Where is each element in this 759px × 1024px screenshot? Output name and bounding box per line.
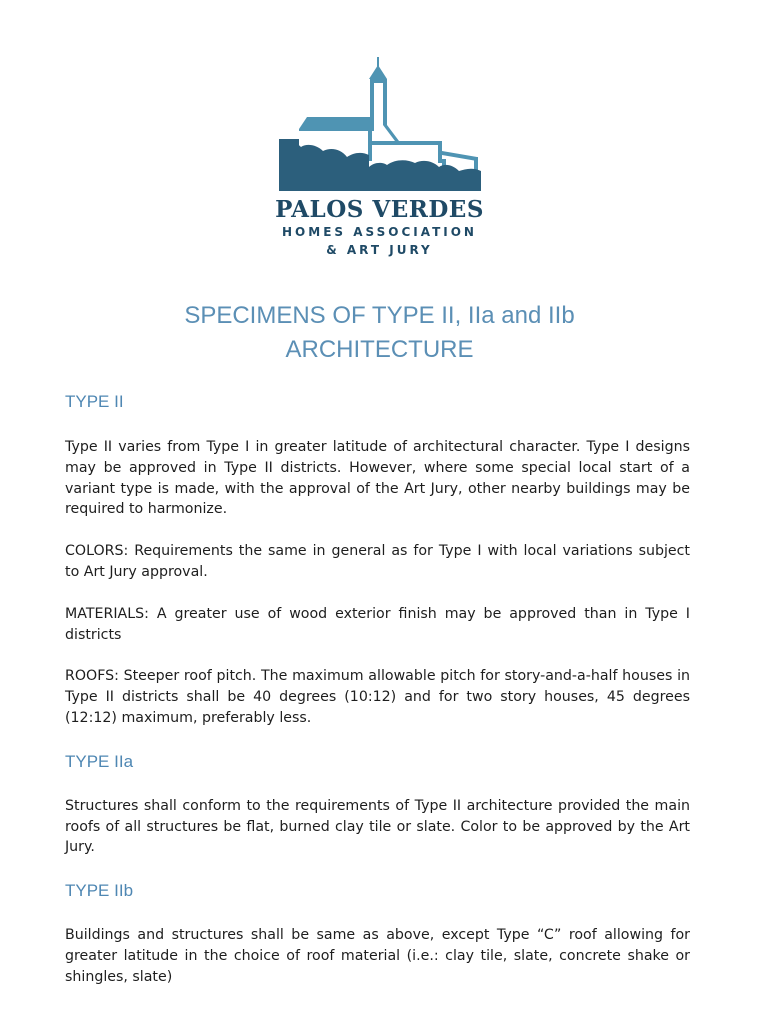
tower-building-logo-icon — [277, 55, 483, 193]
paragraph-materials: MATERIALS: A greater use of wood exterior finish may be approved than in Type I districts — [65, 605, 690, 643]
paragraph-type2b: Buildings and structures shall be same as above, except Type “C” roof allowing for greater latitude in the choice of roof material (i.e.: clay tile, slate, concrete shake or shingles, slate) — [65, 927, 690, 985]
document-body — [65, 390, 690, 988]
logo — [0, 55, 759, 259]
page-title-line1: SPECIMENS OF TYPE II, IIa and IIb — [184, 302, 575, 329]
section-heading-type2: TYPE II — [65, 392, 124, 411]
section-heading-type2b: TYPE IIb — [65, 881, 134, 901]
paragraph-roofs: ROOFS: Steeper roof pitch. The maximum allowable pitch for story-and-a-half houses in Type II districts shall be 40 degrees (10:12) and for two story houses, 45 degrees (12:12) maximum, preferably less. — [65, 668, 690, 726]
logo-name: PALOS VERDES — [275, 196, 484, 223]
section-heading-type2a: TYPE IIa — [65, 751, 134, 771]
paragraph-type2a: Structures shall conform to the requirements of Type II architecture provided the main roofs of all structures be flat, burned clay tile or slate. Color to be approved by the Art Jury. — [65, 797, 690, 856]
paragraph-type2-intro: Type II varies from Type I in greater latitude of architectural character. Type I designs may be approved in Type II districts. However, where some special local start of a variant type is made, with the approval of the Art Jury, other nearby buildings may be required to harmonize. — [65, 439, 690, 518]
paragraph-colors: COLORS: Requirements the same in general as for Type I with local variations subject to Art Jury approval. — [65, 543, 690, 580]
logo-subtitle-line2: & ART JURY — [326, 243, 433, 257]
logo-subtitle-line1: HOMES ASSOCIATION — [282, 225, 477, 239]
page-title-line2: ARCHITECTURE — [285, 336, 474, 363]
page-title — [0, 299, 759, 367]
